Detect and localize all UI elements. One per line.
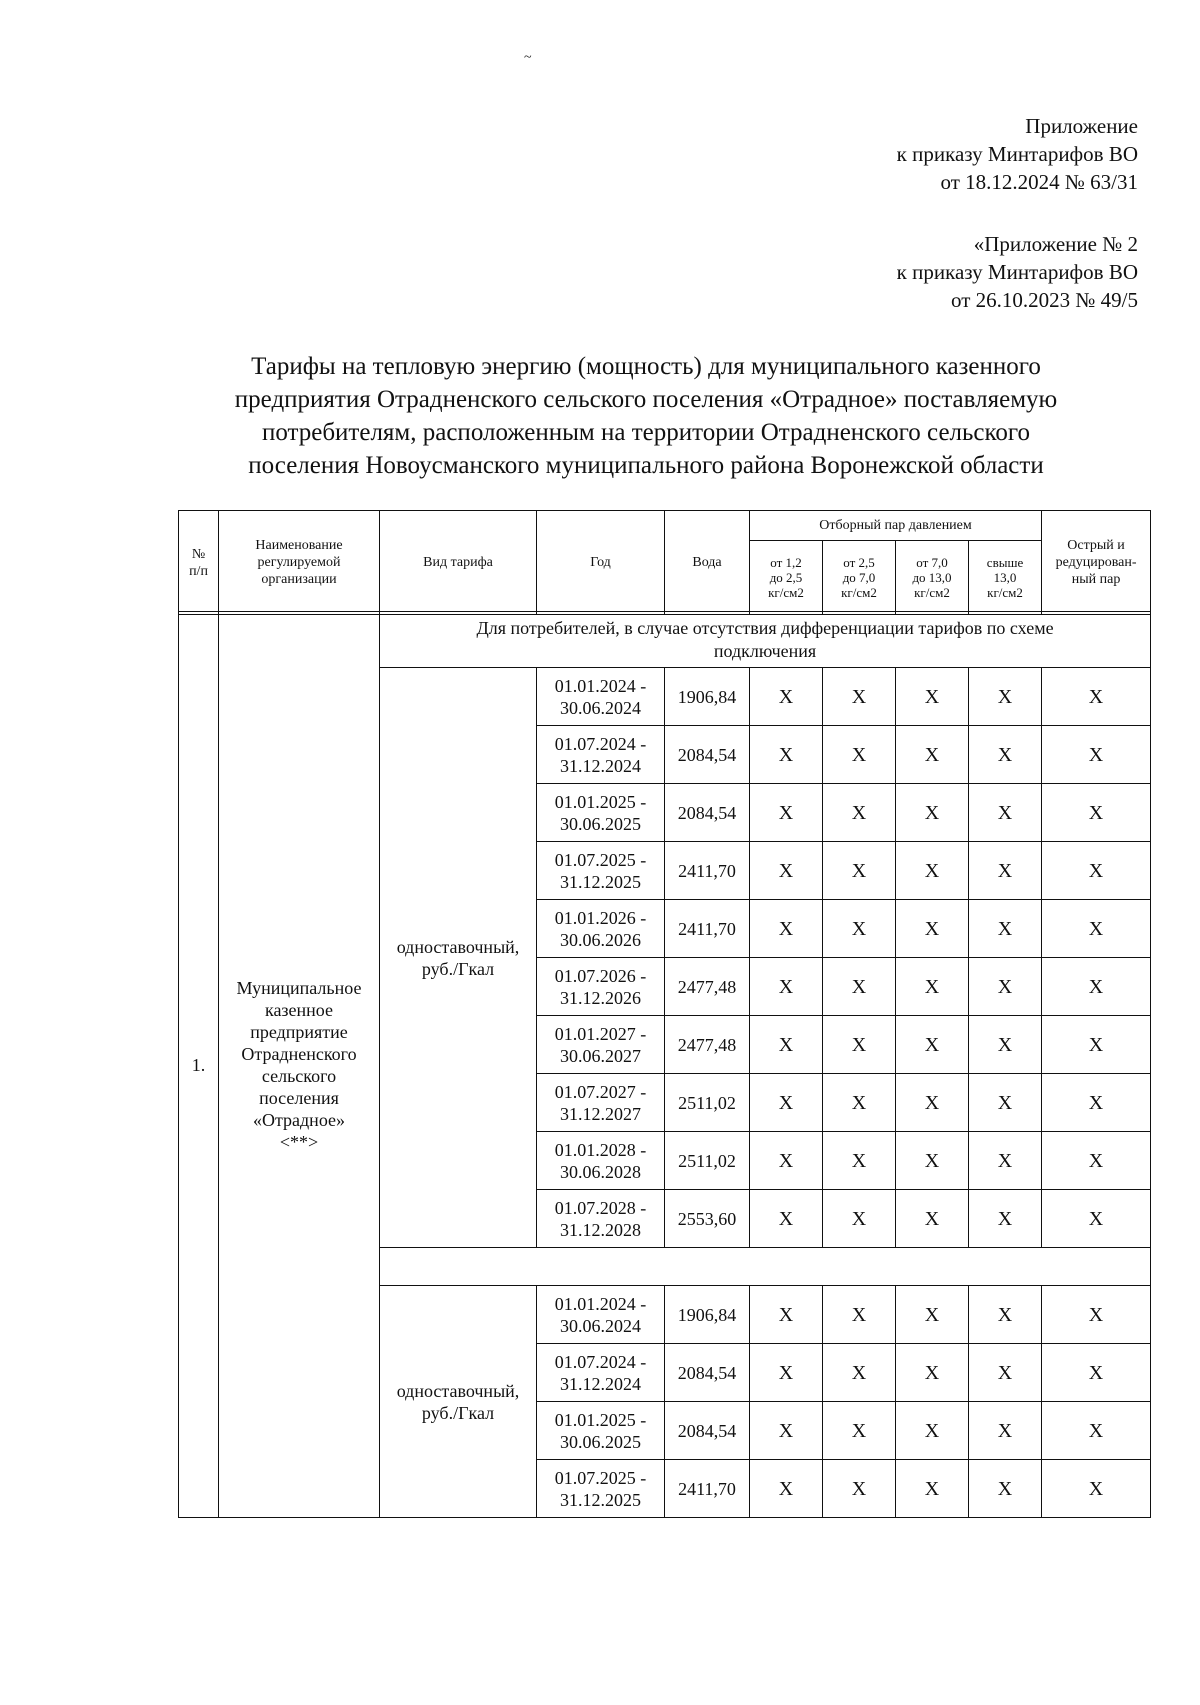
not-applicable-mark: X [823,784,896,842]
tariff-type-line: руб./Гкал [421,1402,495,1423]
period-cell-line: 31.12.2025 [560,1489,641,1510]
water-price: 2411,70 [665,842,750,900]
not-applicable-mark: X [896,1190,969,1248]
title-line: предприятия Отрадненского сельского поселения «Отрадное» поставляемую [234,386,1058,413]
header-steam-group: Отборный пар давлением [750,511,1042,541]
not-applicable-mark: X [1042,1402,1151,1460]
water-price: 2511,02 [665,1074,750,1132]
section-title-row [179,612,1151,668]
not-applicable-mark: X [750,1074,823,1132]
not-applicable-mark: X [823,958,896,1016]
organization-name [219,612,380,1518]
tariff-type [380,1286,537,1518]
organization-name-line: Отрадненского [241,1043,357,1064]
header-steam-7-13: от 7,0 до 13,0 кг/см2 [896,541,969,615]
appendix-header-line: от 18.12.2024 № 63/31 [940,170,1138,194]
not-applicable-mark: X [750,1016,823,1074]
period-cell [537,726,665,784]
period-cell-line: 01.01.2024 - [554,675,647,696]
not-applicable-mark: X [823,1460,896,1518]
not-applicable-mark: X [1042,842,1151,900]
not-applicable-mark: X [896,784,969,842]
water-price: 2411,70 [665,1460,750,1518]
not-applicable-mark: X [896,1132,969,1190]
period-cell-line: 01.01.2025 - [554,1409,647,1430]
header-steam-2-5-7: от 2,5 до 7,0 кг/см2 [823,541,896,615]
not-applicable-mark: X [896,1344,969,1402]
period-cell [537,1016,665,1074]
not-applicable-mark: X [896,1286,969,1344]
not-applicable-mark: X [896,900,969,958]
not-applicable-mark: X [1042,1132,1151,1190]
header-water: Вода [665,511,750,615]
water-price: 2084,54 [665,784,750,842]
tariff-table-body [178,611,1151,1518]
period-cell [537,842,665,900]
not-applicable-mark: X [969,1344,1042,1402]
not-applicable-mark: X [969,1190,1042,1248]
not-applicable-mark: X [896,842,969,900]
not-applicable-mark: X [750,900,823,958]
not-applicable-mark: X [750,1460,823,1518]
organization-name-line: поселения [259,1087,339,1108]
tariff-type [380,668,537,1248]
not-applicable-mark: X [896,668,969,726]
not-applicable-mark: X [896,1460,969,1518]
not-applicable-mark: X [750,1286,823,1344]
not-applicable-mark: X [1042,1460,1151,1518]
not-applicable-mark: X [823,668,896,726]
row-number: 1. [179,612,219,1518]
appendix-header-line: от 26.10.2023 № 49/5 [950,288,1138,312]
period-cell-line: 01.01.2025 - [554,791,647,812]
not-applicable-mark: X [1042,958,1151,1016]
water-price: 2411,70 [665,900,750,958]
not-applicable-mark: X [896,726,969,784]
organization-name-line: предприятие [250,1021,348,1042]
period-cell-line: 30.06.2024 [560,697,641,718]
water-price: 2084,54 [665,1344,750,1402]
title-line: поселения Новоусманского муниципального района Воронежской области [248,452,1044,479]
organization-name-line: казенное [264,999,334,1020]
title-line: Тарифы на тепловую энергию (мощность) для муниципального казенного [251,353,1041,380]
period-cell-line: 01.07.2025 - [554,1467,647,1488]
period-cell-line: 01.07.2027 - [554,1081,647,1102]
not-applicable-mark: X [1042,784,1151,842]
period-cell-line: 31.12.2028 [560,1219,641,1240]
not-applicable-mark: X [969,1460,1042,1518]
period-cell [537,1286,665,1344]
period-cell-line: 31.12.2025 [560,871,641,892]
appendix-header-line: к приказу Минтарифов ВО [896,260,1138,284]
period-cell-line: 31.12.2024 [560,755,641,776]
period-cell-line: 01.07.2028 - [554,1197,647,1218]
appendix-header-line: «Приложение № 2 [973,232,1138,256]
appendix-header-line: к приказу Минтарифов ВО [896,142,1138,166]
water-price: 1906,84 [665,668,750,726]
not-applicable-mark: X [823,1344,896,1402]
period-cell-line: 01.01.2026 - [554,907,647,928]
not-applicable-mark: X [823,1402,896,1460]
period-cell [537,1344,665,1402]
header-tariff-type: Вид тарифа [380,511,537,615]
stray-mark: ~ [524,50,532,65]
period-cell-line: 01.07.2024 - [554,733,647,754]
tariff-table-header [178,510,1151,615]
not-applicable-mark: X [896,1016,969,1074]
water-price: 2084,54 [665,726,750,784]
not-applicable-mark: X [1042,1286,1151,1344]
section-title-line: подключения [713,640,817,661]
not-applicable-mark: X [750,784,823,842]
period-cell-line: 01.07.2025 - [554,849,647,870]
period-cell [537,1402,665,1460]
tariff-type-line: руб./Гкал [421,958,495,979]
not-applicable-mark: X [969,900,1042,958]
water-price: 2477,48 [665,958,750,1016]
not-applicable-mark: X [1042,1016,1151,1074]
tariff-type-line: одноставочный, [396,1380,520,1401]
not-applicable-mark: X [750,1344,823,1402]
not-applicable-mark: X [750,958,823,1016]
header-sharp-steam: Острый и редуцирован- ный пар [1042,511,1151,615]
appendix-header [897,112,1138,196]
water-price: 2553,60 [665,1190,750,1248]
not-applicable-mark: X [969,668,1042,726]
tariff-rows [179,612,1151,1518]
not-applicable-mark: X [1042,1190,1151,1248]
period-cell [537,900,665,958]
not-applicable-mark: X [1042,668,1151,726]
not-applicable-mark: X [1042,1074,1151,1132]
appendix-2-header [897,230,1138,314]
not-applicable-mark: X [969,726,1042,784]
period-cell [537,784,665,842]
tariff-type-line: одноставочный, [396,936,520,957]
period-cell-line: 30.06.2027 [560,1045,641,1066]
empty-section-title [380,1248,1151,1286]
not-applicable-mark: X [969,1286,1042,1344]
period-cell-line: 30.06.2024 [560,1315,641,1336]
not-applicable-mark: X [823,1132,896,1190]
not-applicable-mark: X [896,958,969,1016]
period-cell [537,1132,665,1190]
header-steam-1-2-5: от 1,2 до 2,5 кг/см2 [750,541,823,615]
header-org: Наименование регулируемой организации [219,511,380,615]
water-price: 2084,54 [665,1402,750,1460]
period-cell-line: 31.12.2027 [560,1103,641,1124]
document-title [160,350,1132,482]
period-cell [537,668,665,726]
not-applicable-mark: X [969,842,1042,900]
not-applicable-mark: X [823,1190,896,1248]
water-price: 2511,02 [665,1132,750,1190]
not-applicable-mark: X [823,726,896,784]
not-applicable-mark: X [750,1402,823,1460]
not-applicable-mark: X [969,958,1042,1016]
not-applicable-mark: X [969,1132,1042,1190]
not-applicable-mark: X [823,842,896,900]
period-cell-line: 01.07.2024 - [554,1351,647,1372]
header-num: № п/п [179,511,219,615]
not-applicable-mark: X [823,1074,896,1132]
not-applicable-mark: X [969,1016,1042,1074]
period-cell-line: 30.06.2025 [560,1431,641,1452]
period-cell [537,1190,665,1248]
section-title-line: Для потребителей, в случае отсутствия дифференциации тарифов по схеме [476,617,1054,638]
title-line: потребителям, расположенным на территории Отрадненского сельского [261,419,1031,446]
period-cell-line: 30.06.2026 [560,929,641,950]
period-cell-line: 31.12.2026 [560,987,641,1008]
not-applicable-mark: X [823,1286,896,1344]
not-applicable-mark: X [823,1016,896,1074]
period-cell [537,1074,665,1132]
period-cell-line: 30.06.2028 [560,1161,641,1182]
not-applicable-mark: X [823,900,896,958]
not-applicable-mark: X [1042,1344,1151,1402]
period-cell-line: 31.12.2024 [560,1373,641,1394]
not-applicable-mark: X [750,726,823,784]
not-applicable-mark: X [750,668,823,726]
period-cell-line: 01.01.2024 - [554,1293,647,1314]
section-title [380,612,1151,668]
not-applicable-mark: X [896,1074,969,1132]
organization-name-line: «Отрадное» [252,1109,346,1130]
header-year: Год [537,511,665,615]
period-cell-line: 30.06.2025 [560,813,641,834]
period-cell-line: 01.01.2027 - [554,1023,647,1044]
period-cell [537,1460,665,1518]
not-applicable-mark: X [1042,900,1151,958]
organization-name-line: <**> [279,1131,319,1152]
not-applicable-mark: X [750,842,823,900]
water-price: 1906,84 [665,1286,750,1344]
not-applicable-mark: X [750,1190,823,1248]
appendix-header-line: Приложение [1025,114,1138,138]
period-cell-line: 01.07.2026 - [554,965,647,986]
period-cell [537,958,665,1016]
not-applicable-mark: X [969,1074,1042,1132]
not-applicable-mark: X [969,784,1042,842]
header-steam-over-13: свыше 13,0 кг/см2 [969,541,1042,615]
not-applicable-mark: X [750,1132,823,1190]
organization-name-line: Муниципальное [236,977,362,998]
not-applicable-mark: X [896,1402,969,1460]
organization-name-line: сельского [261,1065,337,1086]
period-cell-line: 01.01.2028 - [554,1139,647,1160]
not-applicable-mark: X [1042,726,1151,784]
water-price: 2477,48 [665,1016,750,1074]
not-applicable-mark: X [969,1402,1042,1460]
